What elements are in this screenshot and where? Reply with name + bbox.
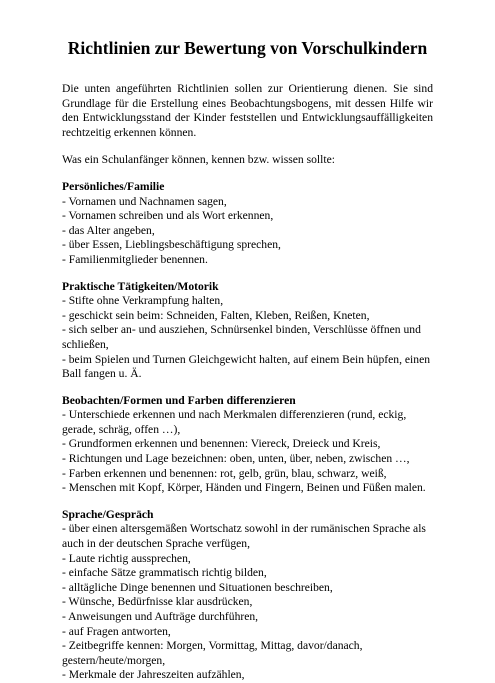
list-item: - Wünsche, Bedürfnisse klar ausdrücken, — [62, 595, 253, 609]
list-item: - Merkmale der Jahreszeiten aufzählen, — [62, 668, 245, 682]
list-item: - das Alter angeben, — [62, 223, 155, 237]
section-heading: Sprache/Gespräch — [62, 507, 154, 521]
list-item: - sich selber an- und ausziehen, Schnürsenkel binden, Verschlüsse öffnen und schließen, — [62, 323, 421, 351]
list-item: - geschickt sein beim: Schneiden, Falten, Kleben, Reißen, Kneten, — [62, 308, 370, 322]
list-item: - beim Spielen und Turnen Gleichgewicht halten, auf einem Bein hüpfen, einen Ball fangen u. Ä. — [62, 352, 431, 381]
list-item: - Farben erkennen und benennen: rot, gelb, grün, blau, schwarz, weiß, — [62, 466, 387, 480]
page-title: Richtlinien zur Bewertung von Vorschulkindern — [67, 38, 428, 58]
section-practical-motor — [62, 280, 433, 382]
section-heading: Praktische Tätigkeiten/Motorik — [62, 279, 219, 293]
list-item: - Grundformen erkennen und benennen: Viereck, Dreieck und Kreis, — [62, 437, 381, 451]
subtitle-line: Was ein Schulanfänger können, kennen bzw. wissen sollte: — [62, 153, 335, 167]
list-item: - Vornamen schreiben und als Wort erkennen, — [62, 209, 274, 223]
section-personal-family — [62, 180, 433, 268]
list-item: - Menschen mit Kopf, Körper, Händen und Fingern, Beinen und Füßen malen. — [62, 481, 426, 495]
list-item: - Stifte ohne Verkrampfung halten, — [62, 294, 224, 308]
section-observing-shapes-colors — [62, 394, 433, 496]
section-heading: Persönliches/Familie — [62, 179, 165, 193]
intro-paragraph: Die unten angeführten Richtlinien sollen zur Orientierung dienen. Sie sind Grundlage für die Erstellung eines Beobachtungsbogens, mit dessen Hilfe wir den Entwicklungsstand der Kinder feststellen und Entwicklungsauffälligkeiten rechtzeitig erkennen können. — [62, 82, 433, 139]
section-language-conversation — [62, 508, 433, 683]
list-item: - alltägliche Dinge benennen und Situationen beschreiben, — [62, 580, 333, 594]
list-item: - über Essen, Lieblingsbeschäftigung sprechen, — [62, 238, 281, 252]
list-item: - Laute richtig aussprechen, — [62, 551, 191, 565]
list-item: - Richtungen und Lage bezeichnen: oben, unten, über, neben, zwischen …, — [62, 452, 410, 466]
list-item: - einfache Sätze grammatisch richtig bilden, — [62, 566, 267, 580]
list-item: - über einen altersgemäßen Wortschatz sowohl in der rumänischen Sprache als auch in der deutschen Sprache verfügen, — [62, 522, 426, 551]
list-item: - Zeitbegriffe kennen: Morgen, Vormittag, Mittag, davor/danach, gestern/heute/morgen, — [62, 639, 363, 667]
section-heading: Beobachten/Formen und Farben differenzieren — [62, 393, 296, 407]
list-item: - Anweisungen und Aufträge durchführen, — [62, 610, 259, 623]
list-item: - Vornamen und Nachnamen sagen, — [62, 194, 227, 208]
list-item: - auf Fragen antworten, — [62, 624, 171, 638]
list-item: - Unterschiede erkennen und nach Merkmalen differenzieren (rund, eckig, gerade, schräg, offen …), — [62, 408, 407, 436]
list-item: - Familienmitglieder benennen. — [62, 252, 208, 266]
